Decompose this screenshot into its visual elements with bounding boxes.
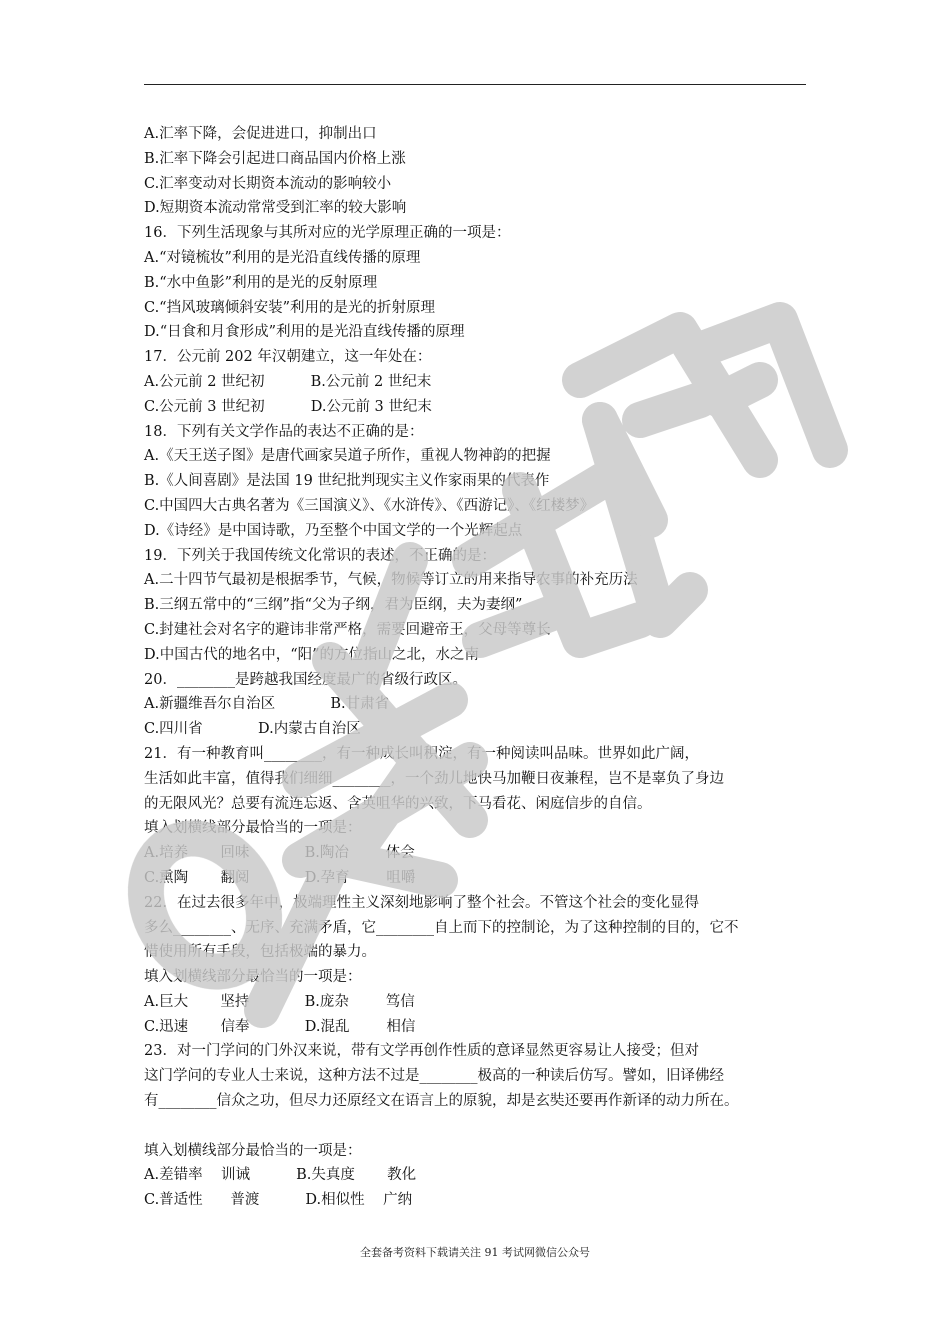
text-line xyxy=(144,1114,824,1139)
text-line: C.中国四大古典名著为《三国演义》、《水浒传》、《西游记》、《红楼梦》 xyxy=(144,497,595,514)
text-line: C.公元前 3 世纪初 D.公元前 3 世纪末 xyxy=(144,398,432,415)
text-line: A.《天王送子图》是唐代画家吴道子所作，重视人物神韵的把握 xyxy=(144,448,551,465)
text-line: A.二十四节气最初是根据季节，气候，物候等订立的用来指导农事的补充历法 xyxy=(144,572,638,589)
text-line: A.汇率下降，会促进进口，抑制出口 xyxy=(144,126,377,142)
text-line: A.新疆维吾尔自治区 B.甘肃省 xyxy=(144,696,390,713)
text-line: C.“挡风玻璃倾斜安装”利用的是光的折射原理 xyxy=(144,299,436,316)
header-rule xyxy=(144,84,806,85)
text-line: 17．公元前 202 年汉朝建立，这一年处在： xyxy=(144,349,432,366)
text-line: 16．下列生活现象与其所对应的光学原理正确的一项是： xyxy=(144,225,511,242)
text-line: A.公元前 2 世纪初 B.公元前 2 世纪末 xyxy=(144,373,432,390)
text-line: 23．对一门学问的门外汉来说，带有文学再创作性质的意译显然更容易让人接受；但对 xyxy=(144,1043,699,1060)
text-line: 18．下列有关文学作品的表达不正确的是： xyxy=(144,423,424,440)
text-line: C.普适性 普渡 D.相似性 广纳 xyxy=(144,1192,413,1209)
text-line: C.熏陶 翻阅 D.孕育 咀嚼 xyxy=(144,869,416,886)
text-line: 惜使用所有手段，包括极端的暴力。 xyxy=(144,944,376,961)
text-line: B.三纲五常中的“三纲”指“父为子纲，君为臣纲，夫为妻纲” xyxy=(144,597,523,614)
text-line: B.《人间喜剧》是法国 19 世纪批判现实主义作家雨果的代表作 xyxy=(144,473,550,490)
text-line: 填入划横线部分最恰当的一项是： xyxy=(144,1142,362,1159)
text-line: D.“日食和月食形成”利用的是光沿直线传播的原理 xyxy=(144,324,465,341)
text-line: A.差错率 训诫 B.失真度 教化 xyxy=(144,1167,417,1184)
text-line: 填入划横线部分最恰当的一项是： xyxy=(144,969,362,986)
text-line: A.培养 回味 B.陶冶 体会 xyxy=(144,845,415,862)
text-line: 生活如此丰富，值得我们细细________，一个劲儿地快马加鞭日夜兼程，岂不是辜负了身边 xyxy=(144,770,724,787)
text-line: C.封建社会对名字的避讳非常严格，需要回避帝王，父母等尊长 xyxy=(144,621,551,638)
text-line: B.汇率下降会引起进口商品国内价格上涨 xyxy=(144,150,406,167)
text-line: 20．________是跨越我国经度最广的省级行政区。 xyxy=(144,671,467,688)
text-line: A.“对镜梳妆”利用的是光沿直线传播的原理 xyxy=(144,249,421,266)
text-line: A.巨大 坚持 B.庞杂 笃信 xyxy=(144,993,415,1010)
text-line: D.中国古代的地名中，“阳”的方位指山之北，水之南 xyxy=(144,646,480,663)
text-line: B.“水中鱼影”利用的是光的反射原理 xyxy=(144,274,378,291)
text-line: 21．有一种教育叫________，有一种成长叫积淀，有一种阅读叫品味。世界如此广阔， xyxy=(144,745,699,762)
text-line: 有________信众之功，但尽力还原经文在语言上的原貌，却是玄奘还要再作新译的动力所在。 xyxy=(144,1093,739,1110)
text-line: C.汇率变动对长期资本流动的影响较小 xyxy=(144,175,392,192)
text-line: 填入划横线部分最恰当的一项是： xyxy=(144,820,362,837)
document-body xyxy=(144,122,824,1213)
text-line: 这门学问的专业人士来说，这种方法不过是________极高的一种读后仿写。譬如，旧译佛经 xyxy=(144,1068,724,1085)
text-line: 22．在过去很多年中，极端理性主义深刻地影响了整个社会。不管这个社会的变化显得 xyxy=(144,894,699,911)
text-line: 多么________、无序、充满矛盾，它________自上而下的控制论，为了这种控制的目的，它不 xyxy=(144,919,739,936)
page-footer: 全套备考资料下载请关注 91 考试网微信公众号 xyxy=(360,1246,590,1259)
text-line: C.四川省 D.内蒙古自治区 xyxy=(144,721,361,738)
text-line: C.迅速 信奉 D.混乱 相信 xyxy=(144,1018,416,1035)
text-line: 的无限风光？总要有流连忘返、含英咀华的兴致，下马看花、闲庭信步的自信。 xyxy=(144,795,652,812)
text-line: D.短期资本流动常常受到汇率的较大影响 xyxy=(144,200,407,217)
text-line: D.《诗经》是中国诗歌，乃至整个中国文学的一个光辉起点 xyxy=(144,522,523,539)
text-line: 19．下列关于我国传统文化常识的表述，不正确的是： xyxy=(144,547,496,564)
